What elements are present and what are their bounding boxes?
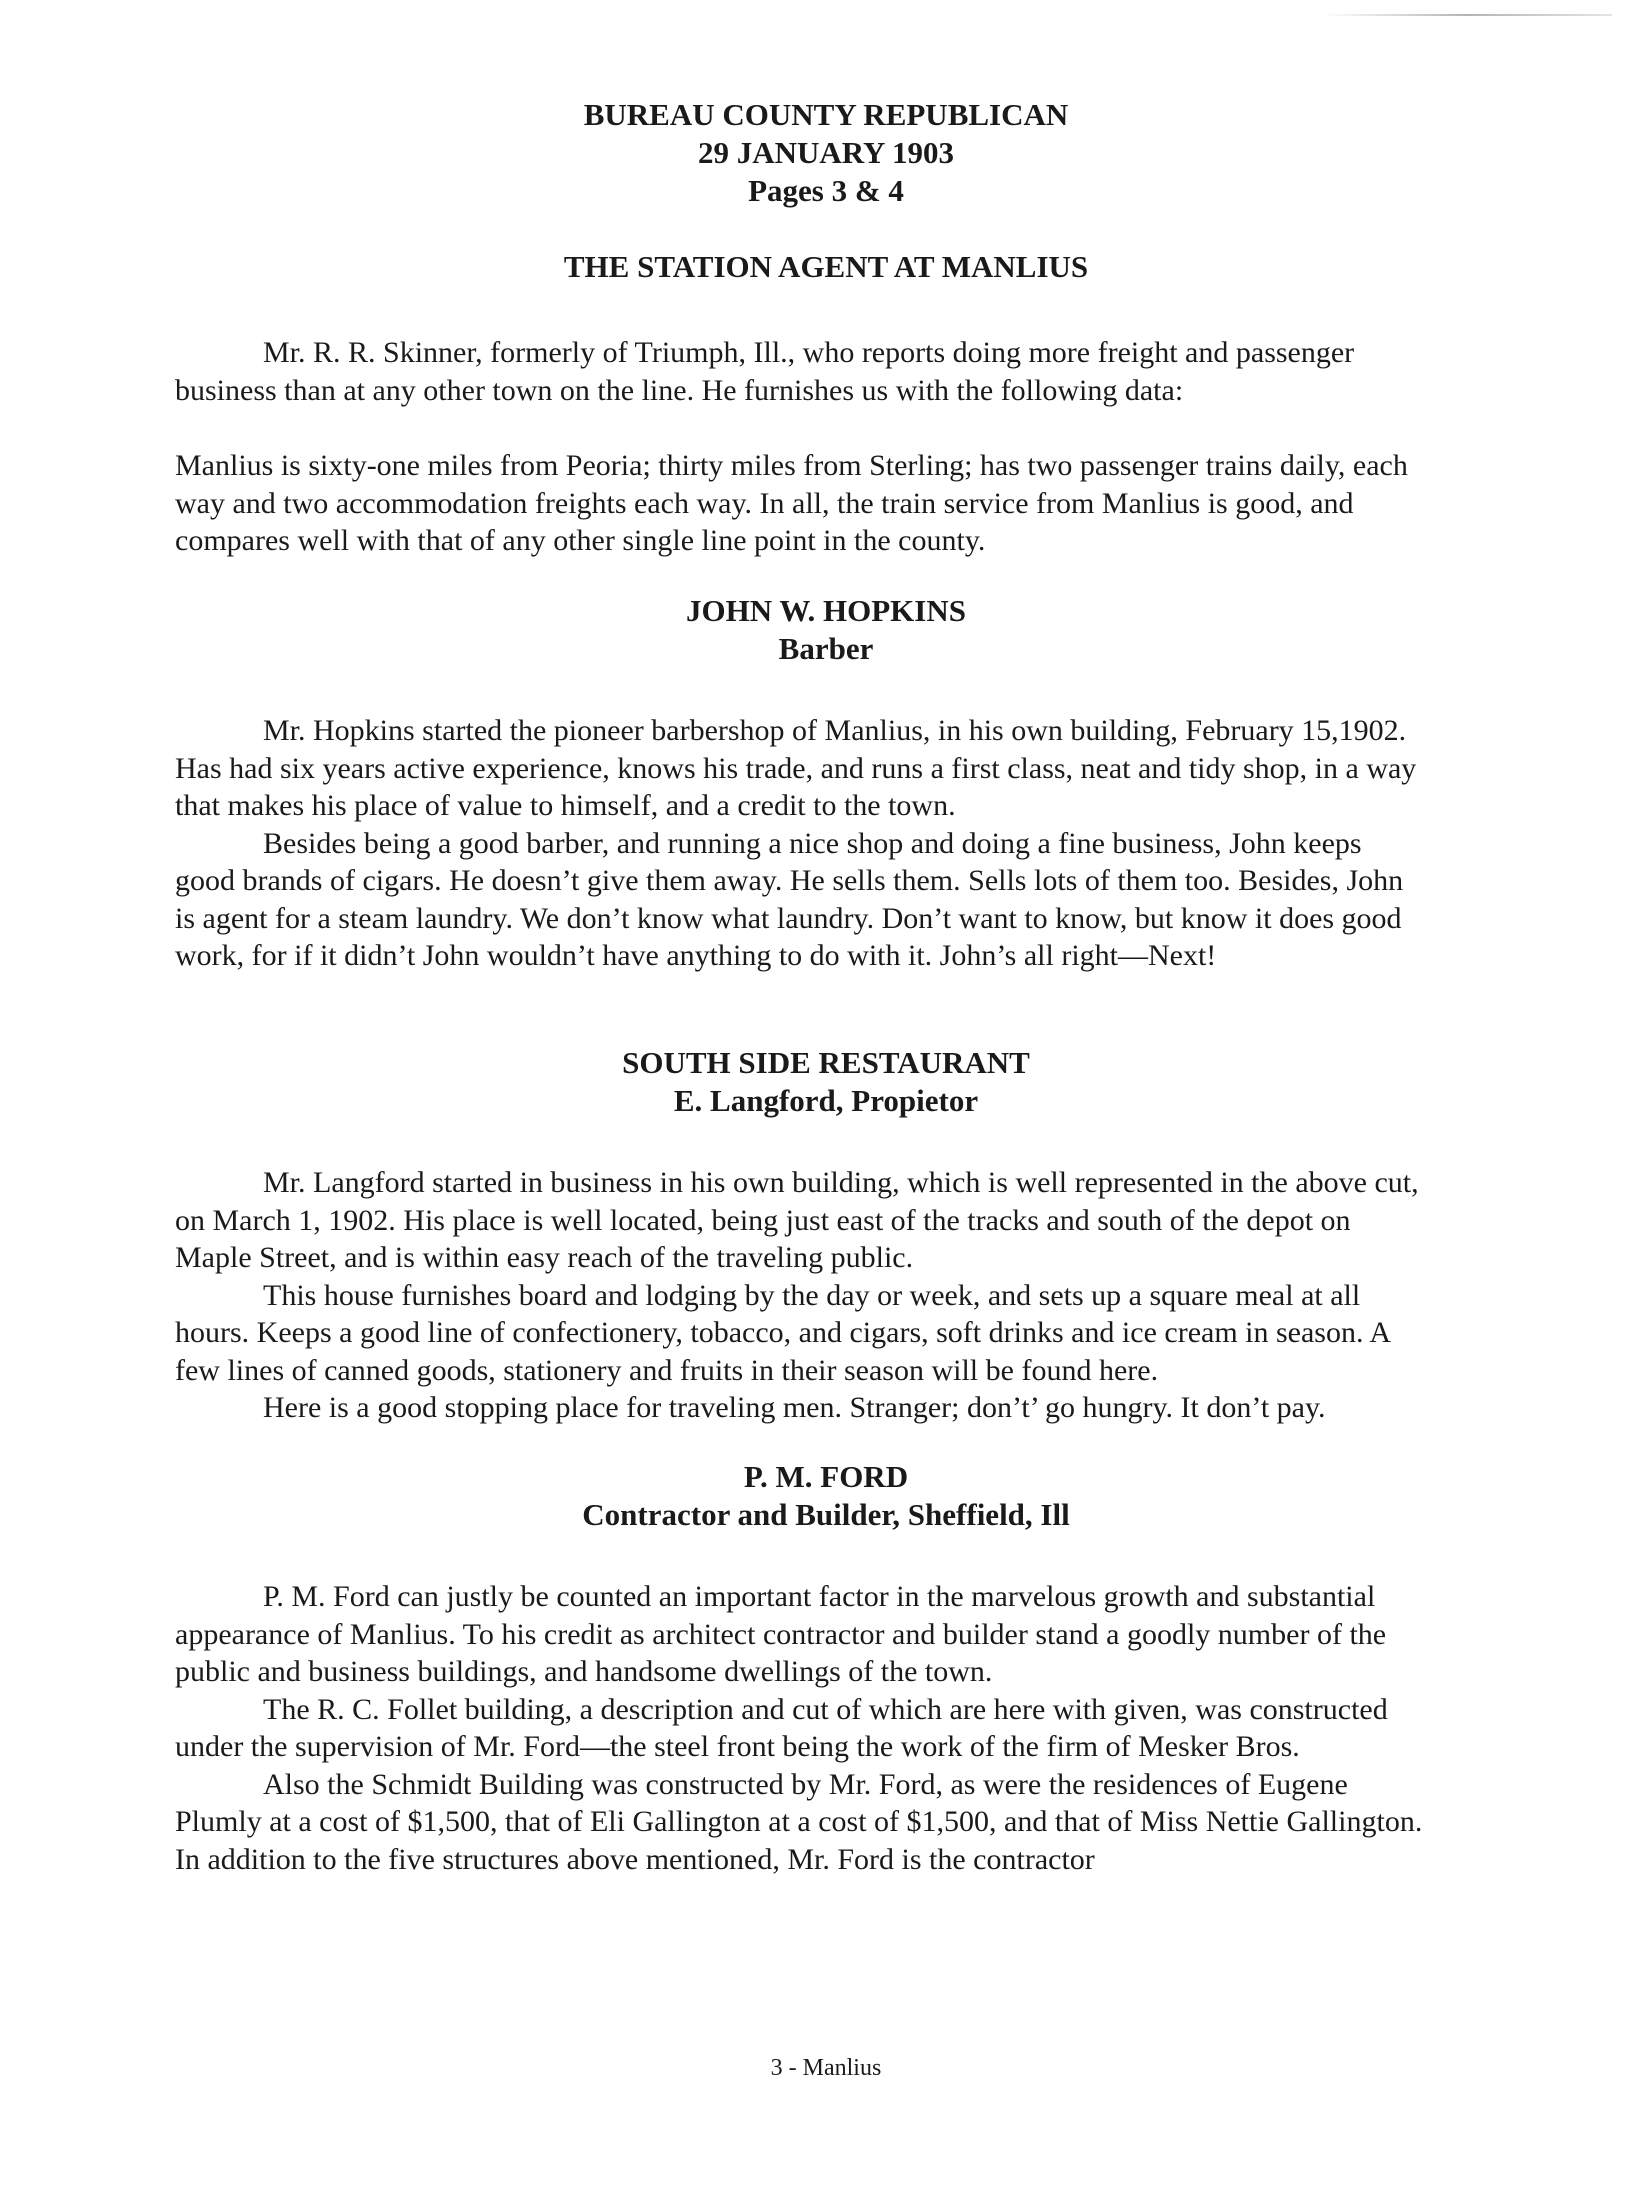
- section-subtitle-ford: Contractor and Builder, Sheffield, Ill: [582, 1497, 1070, 1532]
- paragraph: Here is a good stopping place for traveling men. Stranger; don’t’ go hungry. It don’t pay.: [263, 1391, 1326, 1424]
- paragraph: P. M. Ford can justly be counted an important factor in the marvelous growth and substantial appearance of Manlius. To his credit as architect contractor and builder stand a goodly number of the public and business buildings, and handsome dwellings of the town.: [175, 1580, 1387, 1688]
- paragraph: The R. C. Follet building, a description and cut of which are here with given, was constructed under the supervision of Mr. Ford—the steel front being the work of the firm of Mesker Bros.: [175, 1692, 1388, 1763]
- section-title-hopkins: JOHN W. HOPKINS: [686, 593, 966, 628]
- section-title-restaurant: SOUTH SIDE RESTAURANT: [622, 1045, 1030, 1080]
- page-footer: 3 - Manlius: [770, 2055, 882, 2081]
- masthead: [0, 96, 1652, 210]
- section-subtitle-restaurant: E. Langford, Propietor: [673, 1083, 979, 1118]
- station-paragraph-1: [175, 334, 1425, 409]
- paragraph: Mr. R. R. Skinner, formerly of Triumph, Ill., who reports doing more freight and passenger business than at any other town on the line. He furnishes us with the following data:: [175, 336, 1355, 407]
- newspaper-name: BUREAU COUNTY REPUBLICAN: [583, 97, 1069, 132]
- section-title-ford: P. M. FORD: [743, 1459, 909, 1494]
- issue-date: 29 JANUARY 1903: [697, 135, 955, 170]
- paragraph: This house furnishes board and lodging by the day or week, and sets up a square meal at all hours. Keeps a good line of confectionery, tobacco, and cigars, soft drinks and ice cream in season. A few lines of canned goods, stationery and fruits in their season will be found here.: [175, 1278, 1390, 1387]
- paragraph: Also the Schmidt Building was constructed by Mr. Ford, as were the residences of Eugene Plumly at a cost of $1,500, that of Eli Gallington at a cost of $1,500, and that of Miss Nettie Gallington. In addition to the five structures above mentioned, Mr. Ford is the contractor: [175, 1767, 1423, 1876]
- restaurant-body: [175, 1164, 1425, 1427]
- section-title-station: THE STATION AGENT AT MANLIUS: [563, 249, 1089, 284]
- paragraph: Mr. Langford started in business in his own building, which is well represented in the above cut, on March 1, 1902. His place is well located, being just east of the tracks and south of the depot on Maple Street, and is within easy reach of the traveling public.: [175, 1166, 1419, 1274]
- scan-edge-line: [1322, 14, 1612, 16]
- paragraph: Manlius is sixty-one miles from Peoria; thirty miles from Sterling; has two passenger trains daily, each way and two accommodation freights each way. In all, the train service from Manlius is good, and compares well with that of any other single line point in the county.: [175, 449, 1408, 557]
- section-subtitle-hopkins: Barber: [778, 631, 874, 666]
- page-range: Pages 3 & 4: [748, 173, 904, 208]
- station-paragraph-2: [175, 447, 1425, 560]
- paragraph: Besides being a good barber, and running a nice shop and doing a fine business, John keeps good brands of cigars. He doesn’t give them away. He sells them. Sells lots of them too. Besides, John is agent for a steam laundry. We don’t know what laundry. Don’t want to know, but know it does good work, for if it didn’t John wouldn’t have anything to do with it. John’s all right—Next!: [175, 826, 1404, 972]
- hopkins-body: [175, 712, 1425, 975]
- ford-body: [175, 1578, 1425, 1878]
- paragraph: Mr. Hopkins started the pioneer barbershop of Manlius, in his own building, February 15,1902. Has had six years active experience, knows his trade, and runs a first class, neat and tidy shop, in a way that makes his place of value to himself, and a credit to the town.: [175, 714, 1417, 822]
